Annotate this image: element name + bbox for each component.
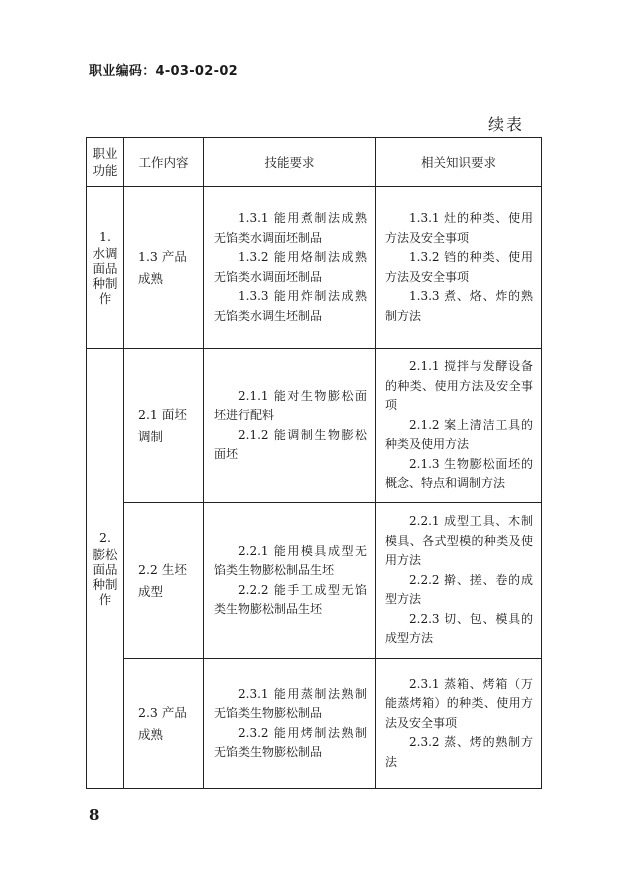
skill-item: 2.3.2 能用烤制法熟制无馅类生物膨松制品 [214, 725, 367, 759]
table-row [87, 349, 542, 503]
knowledge-item: 2.3.2 蒸、烤的熟制方法 [385, 735, 533, 769]
table-continued-label: 续表 [488, 115, 525, 134]
skill-item: 2.2.1 能用模具成型无馅类生物膨松制品生坯 [214, 543, 367, 577]
knowledge-cell [376, 349, 542, 503]
knowledge-item: 2.1.2 案上清洁工具的种类及使用方法 [385, 417, 533, 452]
knowledge-item: 1.3.1 灶的种类、使用方法及安全事项 [385, 211, 533, 245]
skill-item: 2.1.2 能调制生物膨松面坯 [214, 427, 367, 461]
skill-item: 1.3.1 能用煮制法成熟无馅类水调面坯制品 [214, 211, 367, 245]
knowledge-item: 2.2.3 切、包、模具的成型方法 [385, 611, 533, 646]
knowledge-cell [376, 503, 542, 659]
function-number: 1. [99, 229, 111, 244]
skill-cell [204, 349, 376, 503]
knowledge-item: 2.3.1 蒸箱、烤箱（万能蒸烤箱）的种类、使用方法及安全事项 [385, 676, 533, 730]
function-name: 膨松面品种制作 [92, 547, 118, 607]
skills-table [86, 137, 542, 789]
header-knowledge-requirements: 相关知识要求 [376, 138, 542, 187]
header-work-content: 工作内容 [124, 138, 204, 187]
knowledge-cell [376, 187, 542, 349]
table-row [87, 503, 542, 659]
skill-item: 1.3.3 能用炸制法成熟无馅类水调生坯制品 [214, 289, 367, 323]
skill-cell [204, 187, 376, 349]
skill-cell [204, 503, 376, 659]
knowledge-item: 2.2.1 成型工具、木制模具、各式型模的种类及使用方法 [385, 514, 533, 568]
skill-item: 2.3.1 能用蒸制法熟制无馅类生物膨松制品 [214, 686, 367, 720]
work-content-cell: 2.2 生坯成型 [124, 503, 204, 659]
function-number: 2. [99, 530, 111, 545]
header-skill-requirements: 技能要求 [204, 138, 376, 187]
knowledge-item: 2.1.1 搅拌与发酵设备的种类、使用方法及安全事项 [385, 359, 533, 413]
skill-item: 2.1.1 能对生物膨松面坯进行配料 [214, 388, 367, 422]
table-row [87, 187, 542, 349]
knowledge-cell [376, 659, 542, 789]
work-content-cell: 2.3 产品成熟 [124, 659, 204, 789]
function-cell [87, 349, 124, 789]
table-header-row [87, 138, 542, 187]
skill-cell [204, 659, 376, 789]
knowledge-item: 2.2.2 擀、搓、卷的成型方法 [385, 572, 533, 607]
table-row [87, 659, 542, 789]
knowledge-item: 1.3.3 煮、烙、炸的熟制方法 [385, 289, 533, 323]
function-name: 水调面品种制作 [92, 246, 118, 306]
knowledge-item: 1.3.2 铛的种类、使用方法及安全事项 [385, 250, 533, 284]
work-content-cell: 2.1 面坯调制 [124, 349, 204, 503]
function-cell [87, 187, 124, 349]
header-function: 职业功能 [87, 138, 124, 187]
skill-item: 1.3.2 能用烙制法成熟无馅类水调面坯制品 [214, 250, 367, 284]
work-content-cell: 1.3 产品成熟 [124, 187, 204, 349]
page-number: 8 [89, 806, 100, 824]
skill-item: 2.2.2 能手工成型无馅类生物膨松制品生坯 [214, 582, 367, 616]
knowledge-item: 2.1.3 生物膨松面坯的概念、特点和调制方法 [385, 456, 533, 491]
occupation-code: 职业编码：4-03-02-02 [89, 64, 239, 79]
